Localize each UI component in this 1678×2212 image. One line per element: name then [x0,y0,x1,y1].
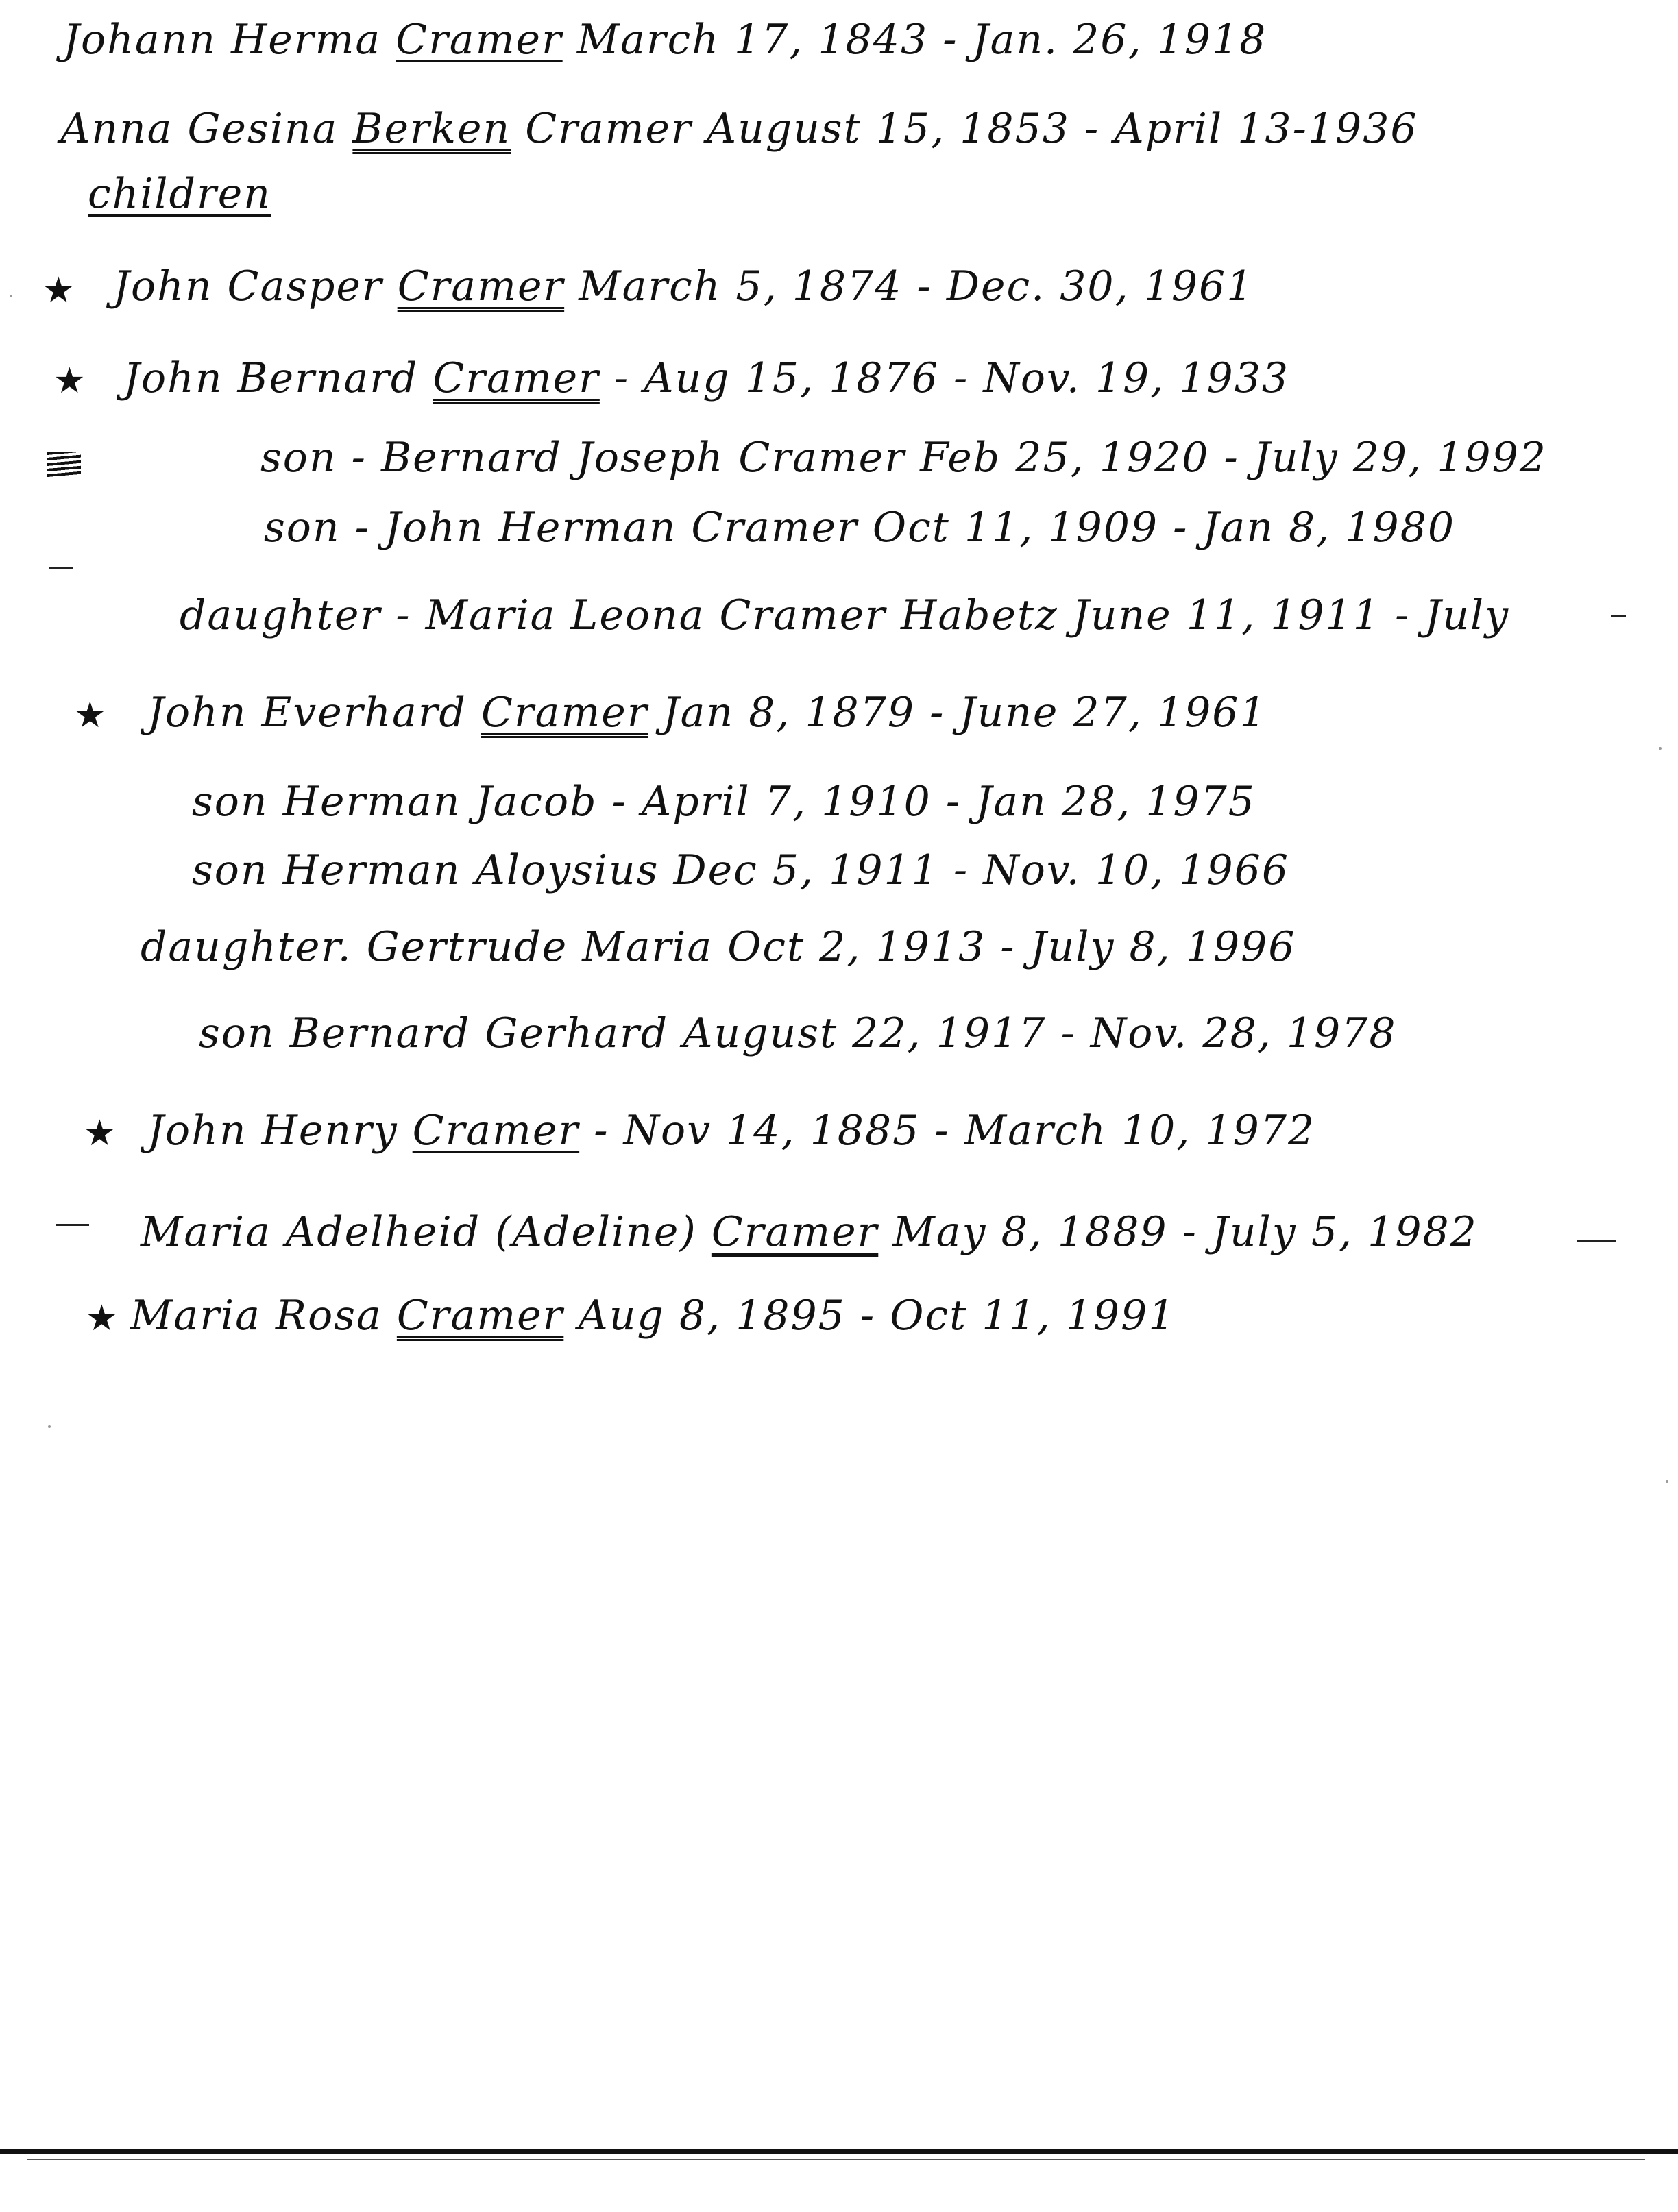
dash-mark [56,1224,89,1226]
underlined-surname: children [88,170,271,218]
underlined-surname: Berken [352,105,511,153]
grandchild-gertrude-maria-line [141,920,1296,974]
line-text: son Bernard Gerhard August 22, 1917 - Nov. 28, 1978 [199,1009,1397,1057]
underlined-surname: Cramer [433,354,600,402]
line-text: Anna Gesina [60,105,353,153]
grandchild-bernard-gerhard-line [199,1006,1397,1061]
star-marker: ★ [84,1113,116,1154]
child-john-casper-line [113,259,1254,314]
star-marker: ★ [74,695,106,736]
grandchild-bernard-joseph-line [260,430,1547,485]
scan-speck [48,1425,51,1428]
child-maria-adelheid-line [141,1205,1478,1259]
grandchild-maria-leona-line [180,588,1509,643]
underlined-surname: Cramer [481,689,648,737]
line-text: daughter. Gertrude Maria Oct 2, 1913 - July 8, 1996 [141,923,1296,971]
scan-speck [1659,747,1662,750]
line-text: son Herman Aloysius Dec 5, 1911 - Nov. 10, 1966 [192,846,1290,894]
line-text: Jan 8, 1879 - June 27, 1961 [648,689,1267,737]
line-text: Maria Rosa [130,1292,397,1340]
dash-mark [49,567,73,569]
line-text: - Nov 14, 1885 - March 10, 1972 [579,1107,1316,1155]
line-text: March 5, 1874 - Dec. 30, 1961 [564,262,1254,310]
line-text: Maria Adelheid (Adeline) [141,1208,712,1256]
dash-mark [1611,615,1626,617]
line-text: March 17, 1843 - Jan. 26, 1918 [562,16,1267,64]
children-heading [88,167,271,221]
line-text: daughter - Maria Leona Cramer Habetz June 11, 1911 - July [180,591,1510,639]
scan-speck [10,295,12,297]
parent-mother-line [60,101,1418,156]
line-text: May 8, 1889 - July 5, 1982 [878,1208,1478,1256]
grandchild-herman-jacob-line [192,774,1256,829]
line-text: son - John Herman Cramer Oct 11, 1909 - Jan 8, 1980 [264,504,1456,552]
scribble-mark [47,452,81,477]
line-text: Johann Herma [63,16,396,64]
line-text: Aug 8, 1895 - Oct 11, 1991 [563,1292,1176,1340]
underlined-surname: Cramer [412,1107,580,1155]
scan-speck [1666,1480,1668,1483]
bottom-rule-thin [27,2159,1645,2160]
line-text: John Casper [113,262,398,310]
child-maria-rosa-line [130,1288,1176,1343]
line-text: Cramer August 15, 1853 - April 13-1936 [511,105,1418,153]
child-john-bernard-line [123,351,1289,406]
line-text: John Bernard [123,354,433,402]
underlined-surname: Cramer [396,16,563,64]
star-marker: ★ [86,1298,118,1339]
dash-mark [1577,1240,1616,1242]
parent-father-line [63,12,1267,67]
line-text: John Henry [147,1107,413,1155]
child-john-everhard-line [147,685,1267,740]
underlined-surname: Cramer [711,1208,879,1256]
grandchild-herman-aloysius-line [192,843,1289,898]
underlined-surname: Cramer [397,262,565,310]
bottom-rule [0,2149,1678,2154]
underlined-surname: Cramer [396,1292,564,1340]
line-text: - Aug 15, 1876 - Nov. 19, 1933 [599,354,1290,402]
star-marker: ★ [53,360,86,402]
line-text: son - Bernard Joseph Cramer Feb 25, 1920 - July 29, 1992 [260,434,1547,482]
grandchild-john-herman-line [264,500,1455,555]
line-text: John Everhard [147,689,481,737]
child-john-henry-line [147,1103,1315,1158]
line-text: son Herman Jacob - April 7, 1910 - Jan 28, 1975 [192,778,1256,826]
star-marker: ★ [42,270,75,311]
